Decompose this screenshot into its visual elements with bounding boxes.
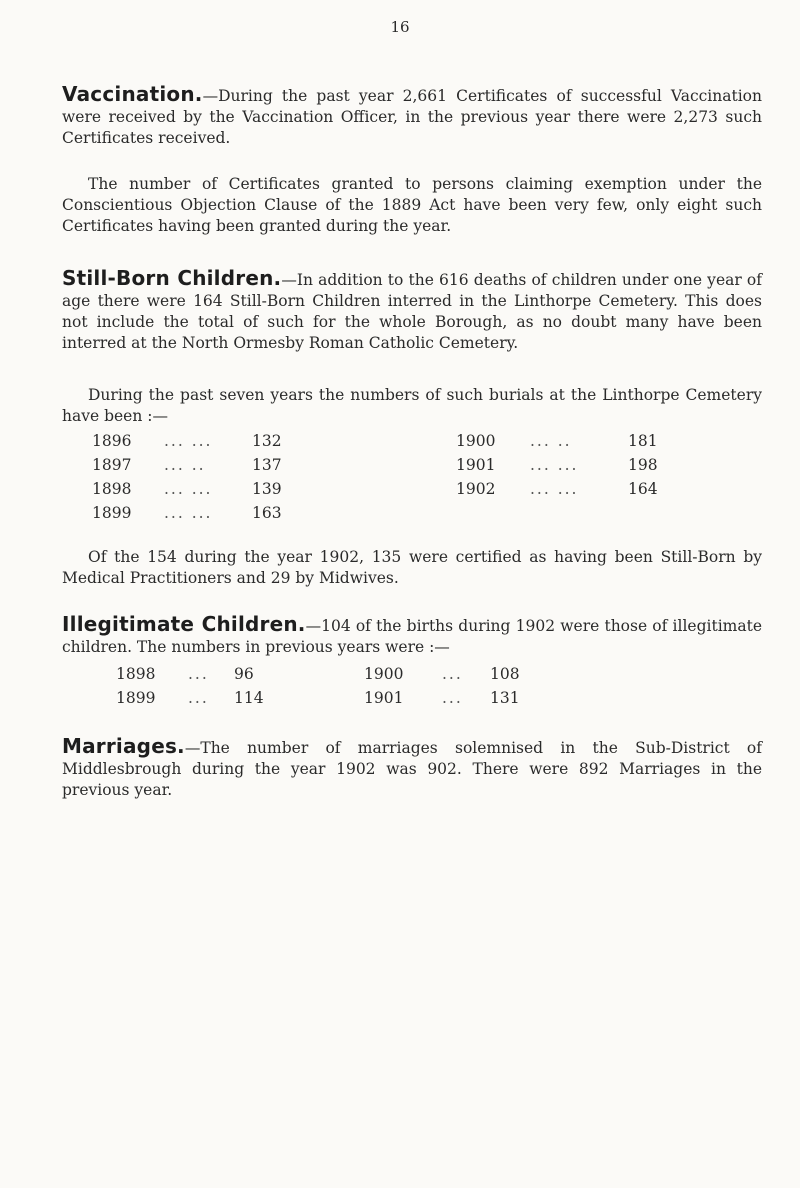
year: 1900 (456, 432, 496, 450)
count: 137 (252, 456, 282, 474)
count: 139 (252, 480, 282, 498)
marriages-heading: Marriages. (62, 734, 185, 758)
year: 1898 (92, 480, 132, 498)
marriages-paragraph (62, 736, 762, 801)
year: 1899 (92, 504, 132, 522)
burials-table (92, 432, 732, 528)
burials-intro: During the past seven years the numbers of such burials at the Linthorpe Cemetery have been :— (62, 386, 762, 425)
leader-dots: ... (188, 689, 209, 707)
year: 1899 (116, 689, 156, 707)
count: 198 (628, 456, 658, 474)
count: 181 (628, 432, 658, 450)
count: 96 (234, 665, 254, 683)
count: 108 (490, 665, 520, 683)
still-born-certification-note: Of the 154 during the year 1902, 135 were certified as having been Still-Born by Medical Practitioners and 29 by Midwives. (62, 548, 762, 587)
year: 1898 (116, 665, 156, 683)
count: 163 (252, 504, 282, 522)
leader-dots: ... (442, 665, 463, 683)
year: 1901 (456, 456, 496, 474)
still-born-paragraph (62, 268, 762, 354)
leader-dots: ... ... (530, 480, 579, 498)
count: 114 (234, 689, 264, 707)
still-born-heading: Still-Born Children. (62, 266, 282, 290)
year: 1901 (364, 689, 404, 707)
count: 132 (252, 432, 282, 450)
illegitimate-heading: Illegitimate Children. (62, 612, 306, 636)
count: 131 (490, 689, 520, 707)
leader-dots: ... ... (164, 432, 213, 450)
year: 1900 (364, 665, 404, 683)
illegitimate-paragraph (62, 614, 762, 658)
leader-dots: ... ... (530, 456, 579, 474)
illegitimate-table (116, 665, 676, 713)
page-number: 16 (390, 18, 410, 36)
exemption-paragraph: The number of Certificates granted to persons claiming exemption under the Conscientious Objection Clause of the 1889 Act have been very few, only eight such Certificates having been granted during the year. (62, 175, 762, 235)
leader-dots: ... (188, 665, 209, 683)
vaccination-paragraph (62, 84, 762, 149)
year: 1902 (456, 480, 496, 498)
vaccination-heading: Vaccination. (62, 82, 203, 106)
year: 1896 (92, 432, 132, 450)
still-born-text: —In addition to the 616 deaths of children under one year of age there were 164 Still-Born Children interred in the Linthorpe Cemetery. This does not include the total of such for the whole Borough, as no doubt many have been interred at the North Ormesby Roman Catholic Cemetery. (62, 271, 762, 352)
leader-dots: ... .. (530, 432, 572, 450)
leader-dots: ... ... (164, 480, 213, 498)
marriages-text: —The number of marriages solemnised in the Sub-District of Middlesbrough during the year 1902 was 902. There were 892 Marriages in the previous year. (62, 739, 762, 799)
illegitimate-text: —104 of the births during 1902 were those of illegitimate children. The numbers in previous years were :— (62, 617, 762, 656)
leader-dots: ... ... (164, 504, 213, 522)
leader-dots: ... (442, 689, 463, 707)
count: 164 (628, 480, 658, 498)
vaccination-text: —During the past year 2,661 Certificates of successful Vaccination were received by the Vaccination Officer, in the previous year there were 2,273 such Certificates received. (62, 87, 762, 147)
leader-dots: ... .. (164, 456, 206, 474)
year: 1897 (92, 456, 132, 474)
